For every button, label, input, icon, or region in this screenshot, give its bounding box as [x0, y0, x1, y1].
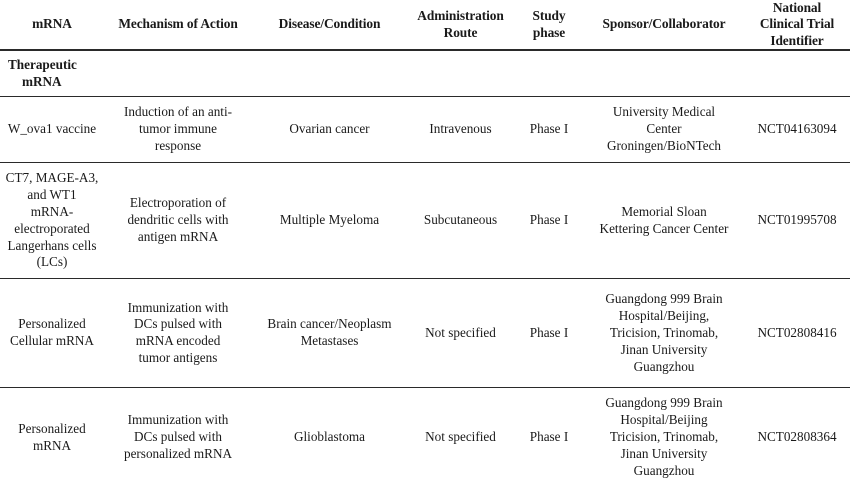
cell-line: Phase I [529, 324, 569, 340]
cell-mrna [0, 388, 104, 487]
column-header-nct-line-2: Clinical Trial [759, 16, 835, 32]
cell-line: Hospital/Beijing, [618, 308, 710, 324]
cell-line: Groningen/BioNTech [606, 138, 722, 154]
cell-administration-route [407, 388, 514, 487]
cell-line: Phase I [529, 121, 569, 137]
cell-mrna [0, 279, 104, 388]
table-row [0, 279, 850, 388]
cell-study-phase [514, 388, 584, 487]
cell-line: Immunization with [127, 299, 229, 315]
cell-line: mRNA encoded [135, 333, 221, 349]
cell-disease-condition [252, 97, 407, 163]
cell-line: Kettering Cancer Center [599, 220, 729, 236]
cell-line: NCT04163094 [757, 121, 837, 137]
section-header-therapeutic-mrna [0, 50, 850, 97]
column-header-mechanism-of-action [104, 0, 252, 50]
cell-line: tumor immune [138, 121, 218, 137]
cell-line: Cellular mRNA [10, 333, 94, 349]
column-header-route-line-2: Route [443, 24, 478, 40]
cell-line: Multiple Myeloma [279, 212, 380, 228]
cell-line: Ovarian cancer [289, 121, 370, 137]
cell-line: (LCs) [36, 254, 68, 270]
column-header-national-clinical-trial-identifier [744, 0, 850, 50]
cell-line: personalized mRNA [123, 446, 233, 462]
cell-study-phase [514, 163, 584, 279]
cell-mechanism-of-action [104, 97, 252, 163]
cell-line: Glioblastoma [293, 429, 366, 445]
cell-line: DCs pulsed with [134, 429, 222, 445]
cell-disease-condition [252, 279, 407, 388]
cell-line: NCT01995708 [757, 212, 837, 228]
column-header-study-phase [514, 0, 584, 50]
cell-line: Intravenous [429, 121, 492, 137]
column-header-nct-line-1: National [772, 0, 822, 15]
table-header [0, 0, 850, 50]
cell-mechanism-of-action [104, 163, 252, 279]
cell-study-phase [514, 97, 584, 163]
cell-line: mRNA- [30, 203, 74, 219]
cell-study-phase [514, 279, 584, 388]
column-header-nct-line-3: Identifier [770, 32, 824, 48]
column-header-route-line-1: Administration [417, 8, 504, 24]
header-row [0, 0, 850, 50]
cell-nct-identifier [744, 279, 850, 388]
cell-line: electroporated [14, 220, 90, 236]
cell-line: Personalized [18, 316, 86, 332]
section-header-line-2: mRNA [22, 74, 62, 90]
column-header-mrna [0, 0, 104, 50]
column-header-disease-line-1: Disease/Condition [278, 16, 381, 32]
column-header-phase-line-1: Study [532, 8, 566, 24]
cell-line: Hospital/Beijing [620, 412, 708, 428]
table-row [0, 97, 850, 163]
cell-line: Not specified [425, 324, 496, 340]
cell-nct-identifier [744, 163, 850, 279]
cell-line: Guangdong 999 Brain [605, 395, 723, 411]
cell-line: response [154, 138, 202, 154]
column-header-disease-condition [252, 0, 407, 50]
cell-line: mRNA [32, 437, 72, 453]
cell-line: Electroporation of [129, 195, 227, 211]
cell-line: and WT1 [27, 186, 77, 202]
cell-line: NCT02808416 [757, 324, 837, 340]
cell-line: W_ova1 vaccine [7, 121, 97, 137]
table-row [0, 163, 850, 279]
cell-sponsor-collaborator [584, 97, 744, 163]
cell-mrna [0, 97, 104, 163]
column-header-administration-route [407, 0, 514, 50]
table-body [0, 50, 850, 487]
cell-mechanism-of-action [104, 279, 252, 388]
cell-disease-condition [252, 163, 407, 279]
cell-disease-condition [252, 388, 407, 487]
cell-line: Jinan University [620, 446, 708, 462]
cell-line: Metastases [300, 333, 359, 349]
cell-line: Personalized [18, 420, 86, 436]
cell-line: Guangdong 999 Brain [605, 291, 723, 307]
section-header-row [0, 50, 850, 97]
cell-line: Jinan University [620, 341, 708, 357]
cell-administration-route [407, 279, 514, 388]
cell-sponsor-collaborator [584, 388, 744, 487]
cell-line: University Medical [612, 104, 716, 120]
cell-line: Tricision, Trinomab, [609, 324, 719, 340]
section-header-line-1: Therapeutic [8, 57, 77, 73]
cell-sponsor-collaborator [584, 279, 744, 388]
column-header-sponsor-line-1: Sponsor/Collaborator [602, 16, 726, 32]
cell-sponsor-collaborator [584, 163, 744, 279]
cell-line: Guangzhou [633, 462, 695, 478]
cell-nct-identifier [744, 97, 850, 163]
cell-mechanism-of-action [104, 388, 252, 487]
cell-line: Memorial Sloan [621, 203, 707, 219]
cell-line: Tricision, Trinomab, [609, 429, 719, 445]
cell-line: DCs pulsed with [134, 316, 222, 332]
cell-line: Brain cancer/Neoplasm [267, 316, 392, 332]
cell-line: Langerhans cells [7, 237, 97, 253]
cell-line: NCT02808364 [757, 429, 837, 445]
cell-administration-route [407, 163, 514, 279]
column-header-mrna-line-1: mRNA [32, 16, 72, 32]
cell-line: Guangzhou [633, 358, 695, 374]
cell-line: CT7, MAGE-A3, [5, 170, 99, 186]
cell-mrna [0, 163, 104, 279]
cell-line: Induction of an anti- [123, 104, 233, 120]
cell-line: Immunization with [127, 412, 229, 428]
cell-line: Not specified [425, 429, 496, 445]
cell-administration-route [407, 97, 514, 163]
cell-nct-identifier [744, 388, 850, 487]
column-header-moa-line-1: Mechanism of Action [118, 16, 238, 32]
cell-line: Center [646, 121, 682, 137]
cell-line: tumor antigens [138, 350, 218, 366]
cell-line: dendritic cells with [127, 212, 229, 228]
cell-line: antigen mRNA [137, 229, 219, 245]
table-row [0, 388, 850, 487]
cell-line: Subcutaneous [423, 212, 498, 228]
cell-line: Phase I [529, 212, 569, 228]
column-header-phase-line-2: phase [532, 24, 566, 40]
cell-line: Phase I [529, 429, 569, 445]
column-header-sponsor-collaborator [584, 0, 744, 50]
